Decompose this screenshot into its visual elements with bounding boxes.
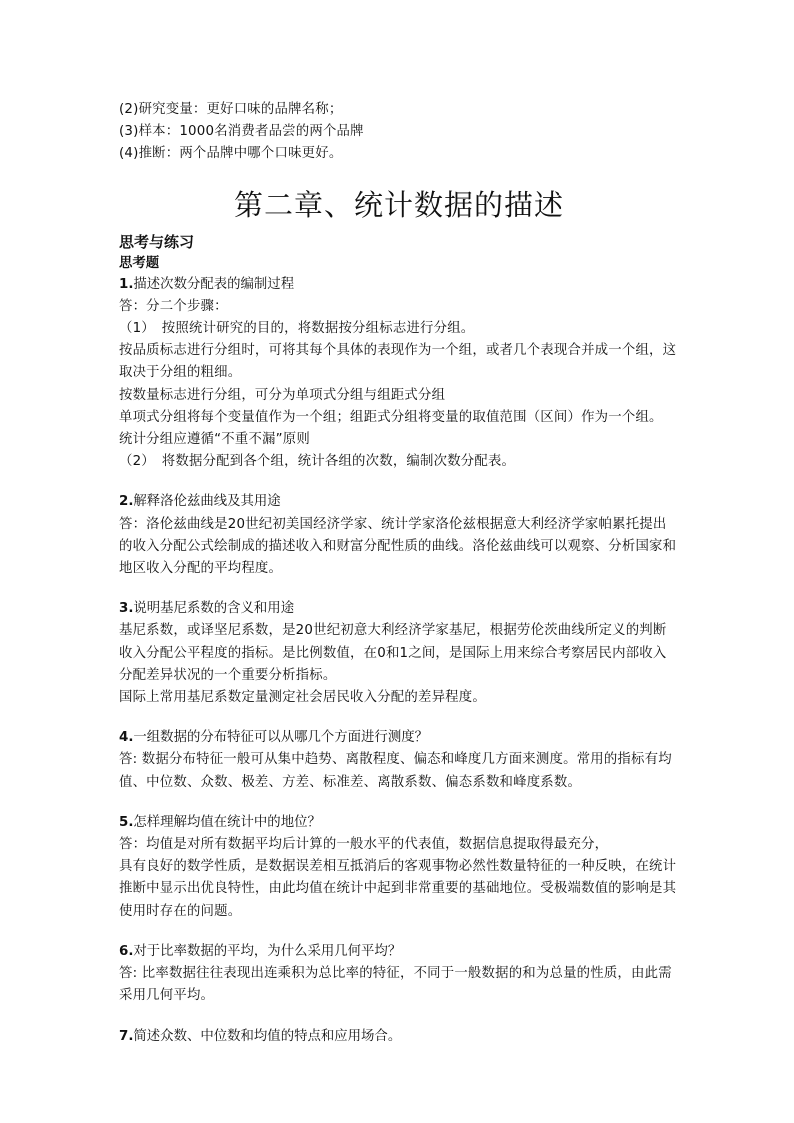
spacer — [119, 794, 679, 812]
chapter-title: 第二章、统计数据的描述 — [233, 187, 564, 222]
intro-line: (3)样本：1000名消费者品尝的两个品牌 — [119, 124, 364, 140]
question-number: 6. — [119, 943, 134, 959]
answer-paragraph: 基尼系数，或译坚尼系数，是20世纪初意大利经济学家基尼，根据劳伦茨曲线所定义的判断收入分配公平程度的指标。是比例数值，在0和1之间，是国际上用来综合考察居民内部收入分配差异状况的一个重要分析指标。 — [119, 623, 667, 683]
question-text: 对于比率数据的平均，为什么采用几何平均？ — [133, 943, 402, 959]
answer-line: 按数量标志进行分组，可分为单项式分组与组距式分组 — [119, 387, 446, 403]
spacer — [119, 580, 679, 598]
question-block — [119, 598, 679, 709]
section-title: 思考与练习 — [119, 232, 195, 251]
question-text: 一组数据的分布特征可以从哪几个方面进行测度？ — [133, 730, 428, 746]
question-block — [119, 812, 679, 923]
question-text: 解释洛伦兹曲线及其用途 — [133, 494, 281, 510]
answer-line: 国际上常用基尼系数定量测定社会居民收入分配的差异程度。 — [119, 690, 486, 706]
question-title — [119, 1026, 679, 1048]
question-number: 1. — [119, 276, 134, 292]
answer-line: 答：分二个步骤： — [119, 298, 228, 314]
question-number: 4. — [119, 730, 134, 746]
answer-line: （1） 按照统计研究的目的，将数据按分组标志进行分组。 — [119, 321, 475, 337]
question-number: 3. — [119, 601, 134, 617]
answer-paragraph: 答: 比率数据往往表现出连乘积为总比率的特征，不同于一般数据的和为总量的性质，由此需采用几何平均。 — [119, 966, 672, 1004]
answer-line: 单项式分组将每个变量值作为一个组；组距式分组将变量的取值范围（区间）作为一个组。 — [119, 409, 663, 425]
intro-block — [119, 99, 679, 166]
subsection-title: 思考题 — [119, 255, 160, 271]
question-title — [119, 812, 679, 834]
document-page — [119, 99, 679, 1048]
question-text: 怎样理解均值在统计中的地位？ — [133, 814, 321, 830]
answer-paragraph: 答：洛伦兹曲线是20世纪初美国经济学家、统计学家洛伦兹根据意大利经济学家帕累托提出的收入分配公式绘制成的描述收入和财富分配性质的曲线。洛伦兹曲线可以观察、分析国家和地区收入分配的平均程度。 — [119, 516, 677, 577]
answer-line: 答：均值是对所有数据平均后计算的一般水平的代表值，数据信息提取得最充分， — [119, 837, 609, 853]
spacer — [119, 1008, 679, 1026]
question-title — [119, 598, 679, 620]
question-block — [119, 491, 679, 580]
question-block — [119, 727, 679, 794]
question-number: 7. — [119, 1028, 134, 1044]
answer-line: （2） 将数据分配到各个组，统计各组的次数，编制次数分配表。 — [119, 454, 516, 470]
answer-paragraph: 按品质标志进行分组时，可将其每个具体的表现作为一个组，或者几个表现合并成一个组，这取决于分组的粗细。 — [119, 343, 677, 381]
intro-line: (2)研究变量：更好口味的品牌名称； — [119, 102, 343, 117]
question-block — [119, 274, 679, 474]
question-block — [119, 941, 679, 1008]
spacer — [119, 923, 679, 941]
question-title — [119, 727, 679, 749]
answer-paragraph: 答: 数据分布特征一般可从集中趋势、离散程度、偏态和峰度几方面来测度。常用的指标有均值、中位数、众数、极差、方差、标准差、离散系数、偏态系数和峰度系数。 — [119, 752, 672, 790]
spacer — [119, 473, 679, 491]
question-text: 说明基尼系数的含义和用途 — [133, 601, 295, 617]
question-number: 5. — [119, 814, 134, 830]
question-block — [119, 1026, 679, 1048]
question-title — [119, 491, 679, 513]
answer-line: 统计分组应遵循“不重不漏”原则 — [119, 432, 310, 448]
question-number: 2. — [119, 494, 134, 510]
question-title — [119, 274, 679, 296]
question-title — [119, 941, 679, 963]
intro-line: (4)推断：两个品牌中哪个口味更好。 — [119, 146, 343, 162]
question-text: 描述次数分配表的编制过程 — [133, 276, 295, 292]
answer-paragraph: 具有良好的数学性质，是数据误差相互抵消后的客观事物必然性数量特征的一种反映，在统计推断中显示出优良特性，由此均值在统计中起到非常重要的基础地位。受极端数值的影响是其使用时存在的问题。 — [119, 859, 677, 919]
spacer — [119, 709, 679, 727]
question-text: 简述众数、中位数和均值的特点和应用场合。 — [133, 1028, 402, 1044]
